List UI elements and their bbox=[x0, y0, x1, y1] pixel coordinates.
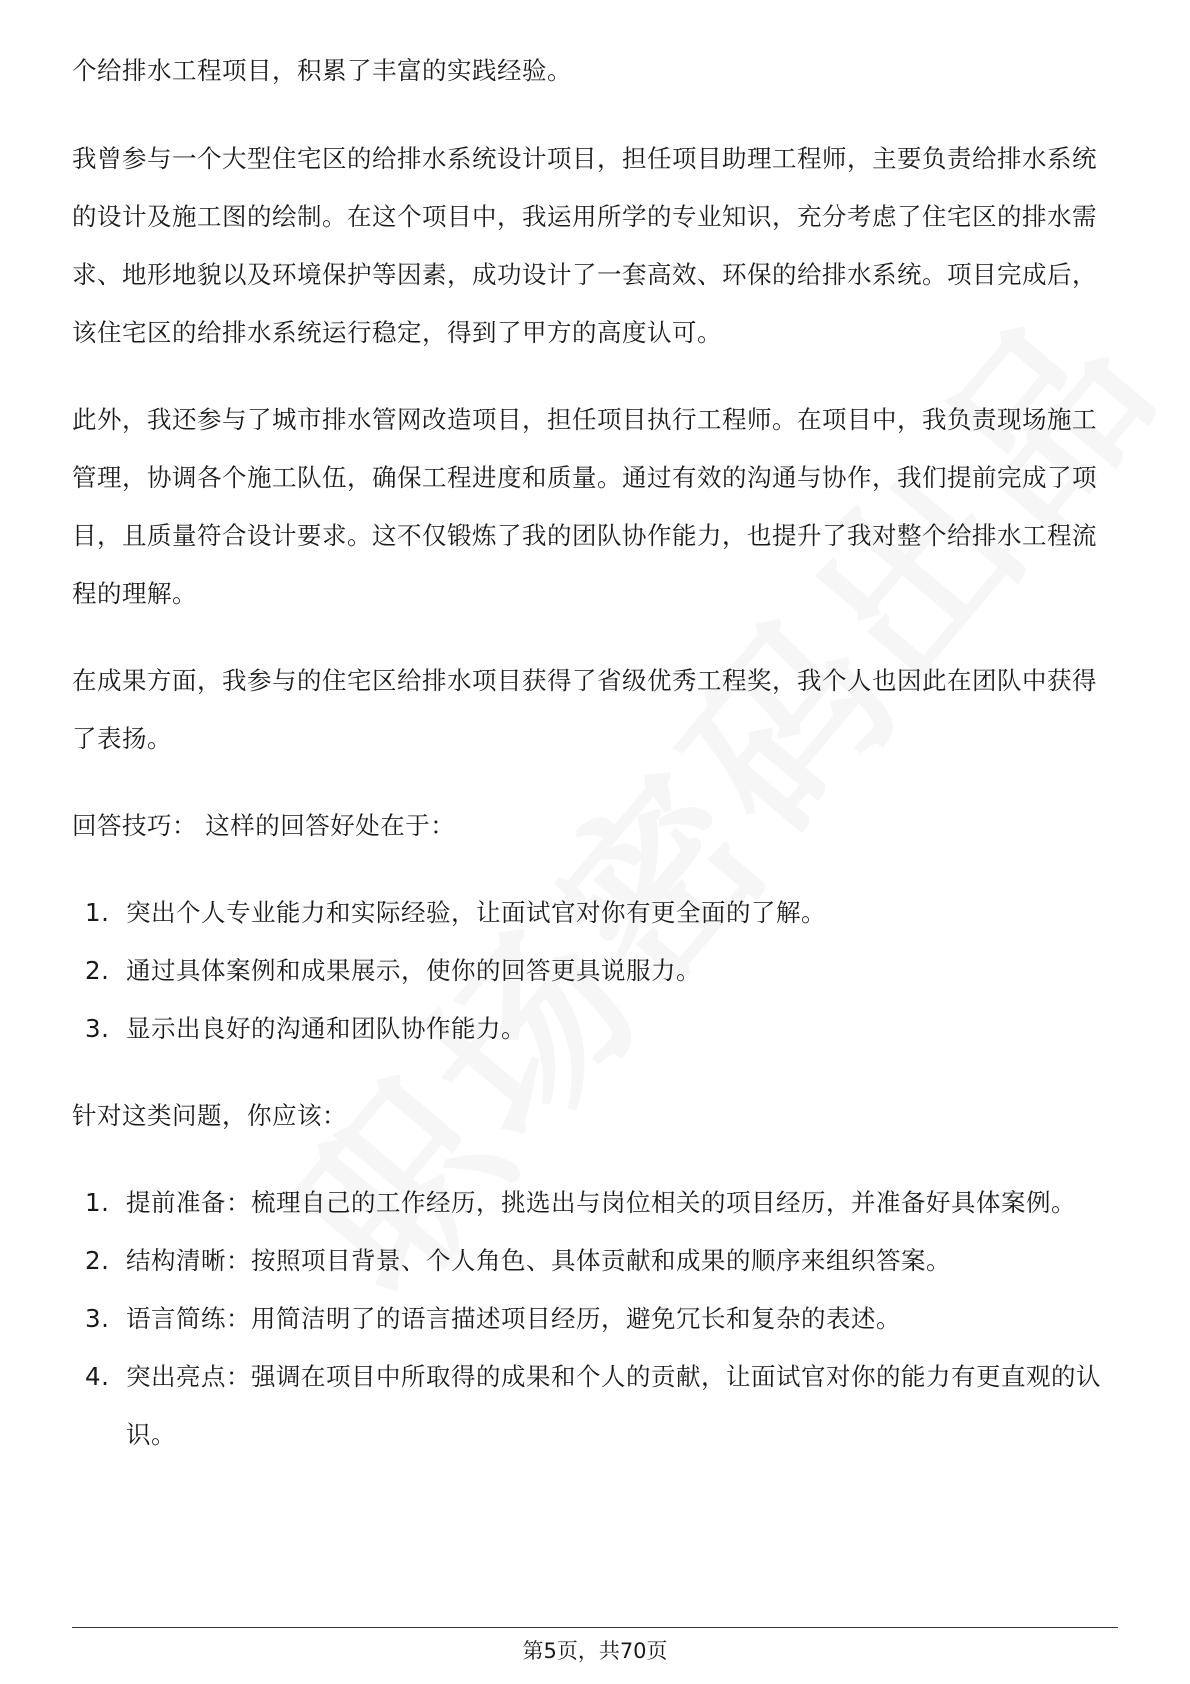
list-item bbox=[72, 1232, 1118, 1290]
page-content bbox=[72, 42, 1118, 1493]
list-item-number: 3. bbox=[85, 1014, 110, 1043]
list-item-number: 1. bbox=[85, 898, 110, 927]
paragraph-residential-project: 我曾参与一个大型住宅区的给排水系统设计项目，担任项目助理工程师，主要负责给排水系统的设计及施工图的绘制。在这个项目中，我运用所学的专业知识，充分考虑了住宅区的排水需求、地形地貌以及环境保护等因素，成功设计了一套高效、环保的给排水系统。项目完成后，该住宅区的给排水系统运行稳定，得到了甲方的高度认可。 bbox=[72, 144, 1097, 347]
list-item-text: 突出个人专业能力和实际经验，让面试官对你有更全面的了解。 bbox=[126, 898, 826, 927]
page-number-footer: 第5页，共70页 bbox=[522, 1639, 668, 1663]
list-item-number: 1. bbox=[85, 1188, 110, 1217]
list-item-text: 突出亮点：强调在项目中所取得的成果和个人的贡献，让面试官对你的能力有更直观的认识。 bbox=[126, 1362, 1101, 1449]
paragraph-achievements: 在成果方面，我参与的住宅区给排水项目获得了省级优秀工程奖，我个人也因此在团队中获得了表扬。 bbox=[72, 666, 1097, 753]
list-item-number: 2. bbox=[85, 956, 110, 985]
advice-heading: 针对这类问题，你应该： bbox=[72, 1101, 347, 1130]
list-item bbox=[72, 884, 1118, 942]
list-item bbox=[72, 1174, 1118, 1232]
paragraph-intro-continued: 个给排水工程项目，积累了丰富的实践经验。 bbox=[72, 56, 572, 85]
list-item-text: 显示出良好的沟通和团队协作能力。 bbox=[126, 1014, 526, 1043]
list-item-number: 4. bbox=[85, 1362, 110, 1391]
tips-list bbox=[72, 884, 1118, 1058]
list-item bbox=[72, 1348, 1118, 1464]
list-item bbox=[72, 1000, 1118, 1058]
list-item bbox=[72, 942, 1118, 1000]
list-item-text: 结构清晰：按照项目背景、个人角色、具体贡献和成果的顺序来组织答案。 bbox=[126, 1246, 951, 1275]
footer-divider bbox=[72, 1627, 1118, 1628]
advice-list bbox=[72, 1174, 1118, 1464]
list-item-number: 3. bbox=[85, 1304, 110, 1333]
list-item-text: 提前准备：梳理自己的工作经历，挑选出与岗位相关的项目经历，并准备好具体案例。 bbox=[126, 1188, 1076, 1217]
list-item bbox=[72, 1290, 1118, 1348]
list-item-text: 通过具体案例和成果展示，使你的回答更具说服力。 bbox=[126, 956, 701, 985]
list-item-text: 语言简练：用简洁明了的语言描述项目经历，避免冗长和复杂的表述。 bbox=[126, 1304, 901, 1333]
paragraph-answer-tips: 回答技巧： 这样的回答好处在于： bbox=[72, 811, 456, 840]
list-item-number: 2. bbox=[85, 1246, 110, 1275]
paragraph-drainage-network-project: 此外，我还参与了城市排水管网改造项目，担任项目执行工程师。在项目中，我负责现场施工管理，协调各个施工队伍，确保工程进度和质量。通过有效的沟通与协作，我们提前完成了项目，且质量符合设计要求。这不仅锻炼了我的团队协作能力，也提升了我对整个给排水工程流程的理解。 bbox=[72, 405, 1097, 608]
